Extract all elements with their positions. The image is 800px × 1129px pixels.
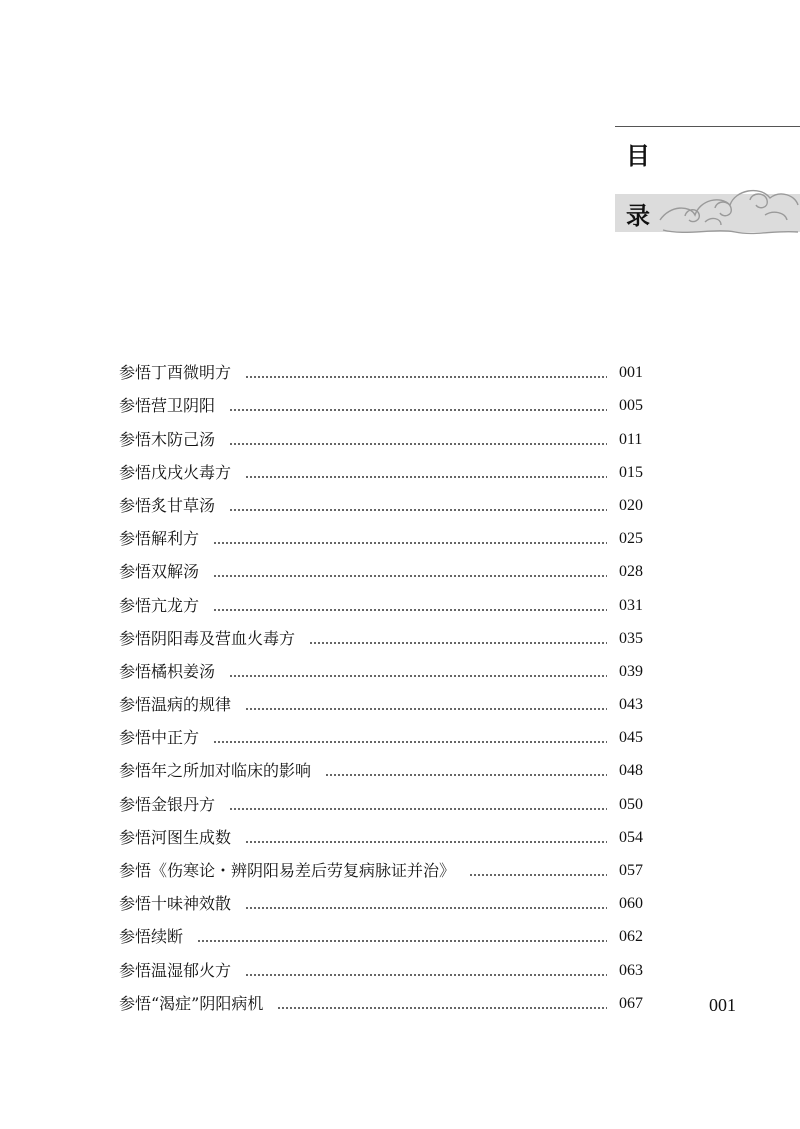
toc-entry-title: 参悟金银丹方 bbox=[119, 794, 216, 814]
toc-entry-title: 参悟阴阳毒及营血火毒方 bbox=[119, 628, 296, 648]
toc-entry-title: 参悟亢龙方 bbox=[119, 595, 200, 615]
toc-entry-page: 039 bbox=[619, 662, 643, 680]
table-of-contents bbox=[119, 350, 649, 1014]
toc-entry[interactable] bbox=[119, 848, 649, 881]
toc-entry-title: 参悟戊戌火毒方 bbox=[119, 462, 232, 482]
toc-entry-page: 054 bbox=[619, 828, 643, 846]
toc-entry-page: 005 bbox=[619, 397, 643, 415]
toc-entry[interactable] bbox=[119, 715, 649, 748]
toc-entry-page: 035 bbox=[619, 629, 643, 647]
dot-leader bbox=[245, 974, 607, 976]
dot-leader bbox=[229, 443, 607, 445]
dot-leader bbox=[245, 476, 607, 478]
header-rule bbox=[615, 126, 800, 127]
dot-leader bbox=[229, 409, 607, 411]
toc-entry[interactable] bbox=[119, 383, 649, 416]
toc-entry-page: 067 bbox=[619, 994, 643, 1012]
toc-entry-title: 参悟木防己汤 bbox=[119, 429, 216, 449]
toc-entry-page: 048 bbox=[619, 762, 643, 780]
toc-entry-title: 参悟营卫阴阳 bbox=[119, 396, 216, 416]
toc-entry-title: 参悟年之所加对临床的影响 bbox=[119, 761, 312, 781]
toc-entry[interactable] bbox=[119, 914, 649, 947]
toc-entry-title: 参悟温病的规律 bbox=[119, 695, 232, 715]
auspicious-cloud-ornament bbox=[655, 170, 800, 245]
toc-entry-title: 参悟温湿郁火方 bbox=[119, 960, 232, 980]
dot-leader bbox=[245, 708, 607, 710]
dot-leader bbox=[245, 907, 607, 909]
dot-leader bbox=[213, 542, 607, 544]
toc-entry-title: 参悟“渴症”阴阳病机 bbox=[119, 993, 264, 1013]
toc-entry[interactable] bbox=[119, 981, 649, 1014]
dot-leader bbox=[277, 1007, 607, 1009]
toc-entry[interactable] bbox=[119, 947, 649, 980]
toc-heading-char-1: 目 bbox=[626, 141, 650, 170]
toc-entry-title: 参悟《伤寒论・辨阴阳易差后劳复病脉证并治》 bbox=[119, 861, 456, 880]
dot-leader bbox=[245, 376, 607, 378]
toc-entry[interactable] bbox=[119, 815, 649, 848]
toc-entry-page: 001 bbox=[619, 364, 643, 382]
toc-entry[interactable] bbox=[119, 781, 649, 814]
toc-entry[interactable] bbox=[119, 516, 649, 549]
toc-entry-page: 062 bbox=[619, 928, 643, 946]
toc-entry[interactable] bbox=[119, 450, 649, 483]
toc-entry[interactable] bbox=[119, 483, 649, 516]
dot-leader bbox=[229, 808, 607, 810]
dot-leader bbox=[197, 940, 607, 942]
toc-entry-title: 参悟橘枳姜汤 bbox=[119, 661, 216, 681]
toc-entry-page: 050 bbox=[619, 795, 643, 813]
toc-entry-page: 057 bbox=[619, 862, 643, 879]
toc-entry-page: 045 bbox=[619, 729, 643, 747]
toc-entry[interactable] bbox=[119, 881, 649, 914]
toc-entry-page: 060 bbox=[619, 895, 643, 913]
toc-entry-page: 043 bbox=[619, 696, 643, 714]
toc-entry[interactable] bbox=[119, 616, 649, 649]
toc-entry-title: 参悟河图生成数 bbox=[119, 827, 232, 847]
toc-entry-page: 028 bbox=[619, 563, 643, 581]
toc-entry-page: 011 bbox=[619, 430, 643, 448]
toc-entry-title: 参悟炙甘草汤 bbox=[119, 495, 216, 515]
dot-leader bbox=[325, 774, 607, 776]
toc-entry-title: 参悟解利方 bbox=[119, 529, 200, 549]
toc-entry-page: 015 bbox=[619, 463, 643, 481]
toc-entry[interactable] bbox=[119, 582, 649, 615]
toc-entry-title: 参悟续断 bbox=[119, 927, 184, 947]
toc-entry-title: 参悟丁酉微明方 bbox=[119, 363, 232, 383]
toc-entry-title: 参悟双解汤 bbox=[119, 562, 200, 582]
toc-entry[interactable] bbox=[119, 549, 649, 582]
toc-entry-page: 031 bbox=[619, 596, 643, 614]
toc-heading-char-2: 录 bbox=[626, 201, 650, 230]
toc-entry-title: 参悟十味神效散 bbox=[119, 894, 232, 914]
dot-leader bbox=[213, 575, 607, 577]
dot-leader bbox=[213, 741, 607, 743]
toc-entry-title: 参悟中正方 bbox=[119, 728, 200, 748]
page-number: 001 bbox=[709, 995, 736, 1015]
toc-entry[interactable] bbox=[119, 682, 649, 715]
toc-entry-page: 025 bbox=[619, 530, 643, 548]
toc-entry-page: 020 bbox=[619, 496, 643, 514]
dot-leader bbox=[229, 509, 607, 511]
dot-leader bbox=[309, 642, 607, 644]
dot-leader bbox=[469, 874, 607, 876]
dot-leader bbox=[245, 841, 607, 843]
dot-leader bbox=[229, 675, 607, 677]
toc-entry[interactable] bbox=[119, 748, 649, 781]
toc-entry[interactable] bbox=[119, 649, 649, 682]
dot-leader bbox=[213, 609, 607, 611]
toc-entry-page: 063 bbox=[619, 961, 643, 979]
toc-entry[interactable] bbox=[119, 350, 649, 383]
toc-entry[interactable] bbox=[119, 416, 649, 449]
